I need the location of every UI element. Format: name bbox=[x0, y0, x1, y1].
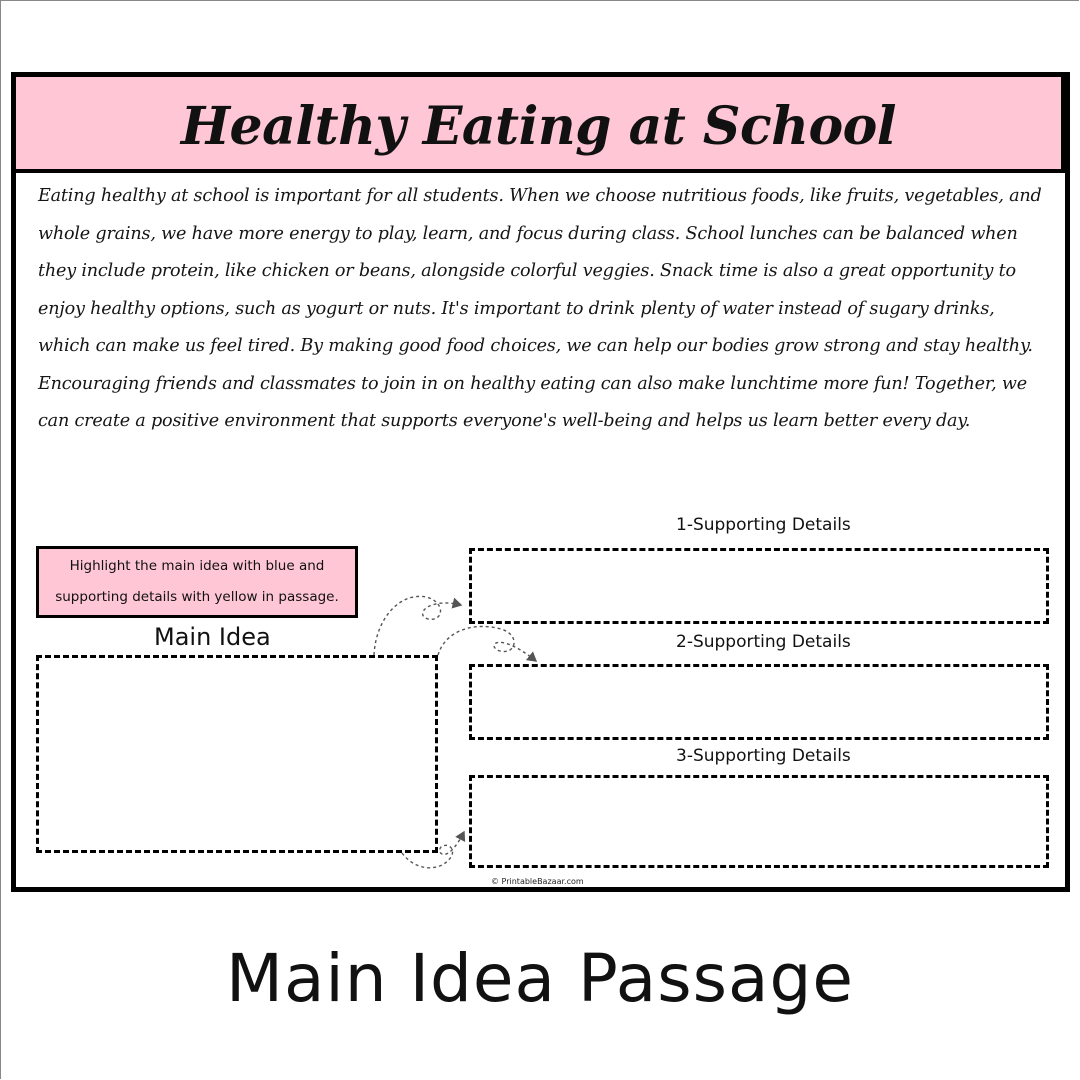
supporting-detail-2-answer-box[interactable] bbox=[469, 664, 1049, 740]
supporting-detail-1-answer-box[interactable] bbox=[469, 548, 1049, 624]
supporting-detail-1-label: 1-Supporting Details bbox=[676, 515, 851, 535]
main-idea-answer-box[interactable] bbox=[36, 655, 438, 853]
worksheet-title: Healthy Eating at School bbox=[180, 95, 897, 157]
supporting-detail-3-label: 3-Supporting Details bbox=[676, 746, 851, 766]
arrow-to-detail-2 bbox=[438, 626, 536, 661]
reading-passage: Eating healthy at school is important for all students. When we choose nutritious foods, like fruits, vegetables, and whole grains, we have more energy to play, learn, and focus during class. School lunches can be balanced when they include protein, like chicken or beans, alongside colorful veggies. Snack time is also a great opportunity to enjoy healthy options, such as yogurt or nuts. It's important to drink plenty of water instead of sugary drinks, which can make us feel tired. By making good food choices, we can help our bodies grow strong and stay healthy. Encouraging friends and classmates to join in on healthy eating can also make lunchtime more fun! Together, we can create a positive environment that supports everyone's well-being and helps us learn better every day. bbox=[38, 186, 1042, 431]
main-idea-label: Main Idea bbox=[154, 623, 271, 651]
title-banner bbox=[16, 77, 1065, 173]
page-caption: Main Idea Passage bbox=[226, 940, 854, 1017]
instruction-box bbox=[36, 546, 358, 618]
copyright-notice: © PrintableBazaar.com bbox=[491, 877, 584, 886]
instruction-text: Highlight the main idea with blue and supporting details with yellow in passage. bbox=[55, 558, 339, 605]
supporting-detail-3-answer-box[interactable] bbox=[469, 775, 1049, 868]
arrow-to-detail-1 bbox=[374, 596, 461, 655]
supporting-detail-2-label: 2-Supporting Details bbox=[676, 632, 851, 652]
worksheet bbox=[11, 72, 1070, 892]
